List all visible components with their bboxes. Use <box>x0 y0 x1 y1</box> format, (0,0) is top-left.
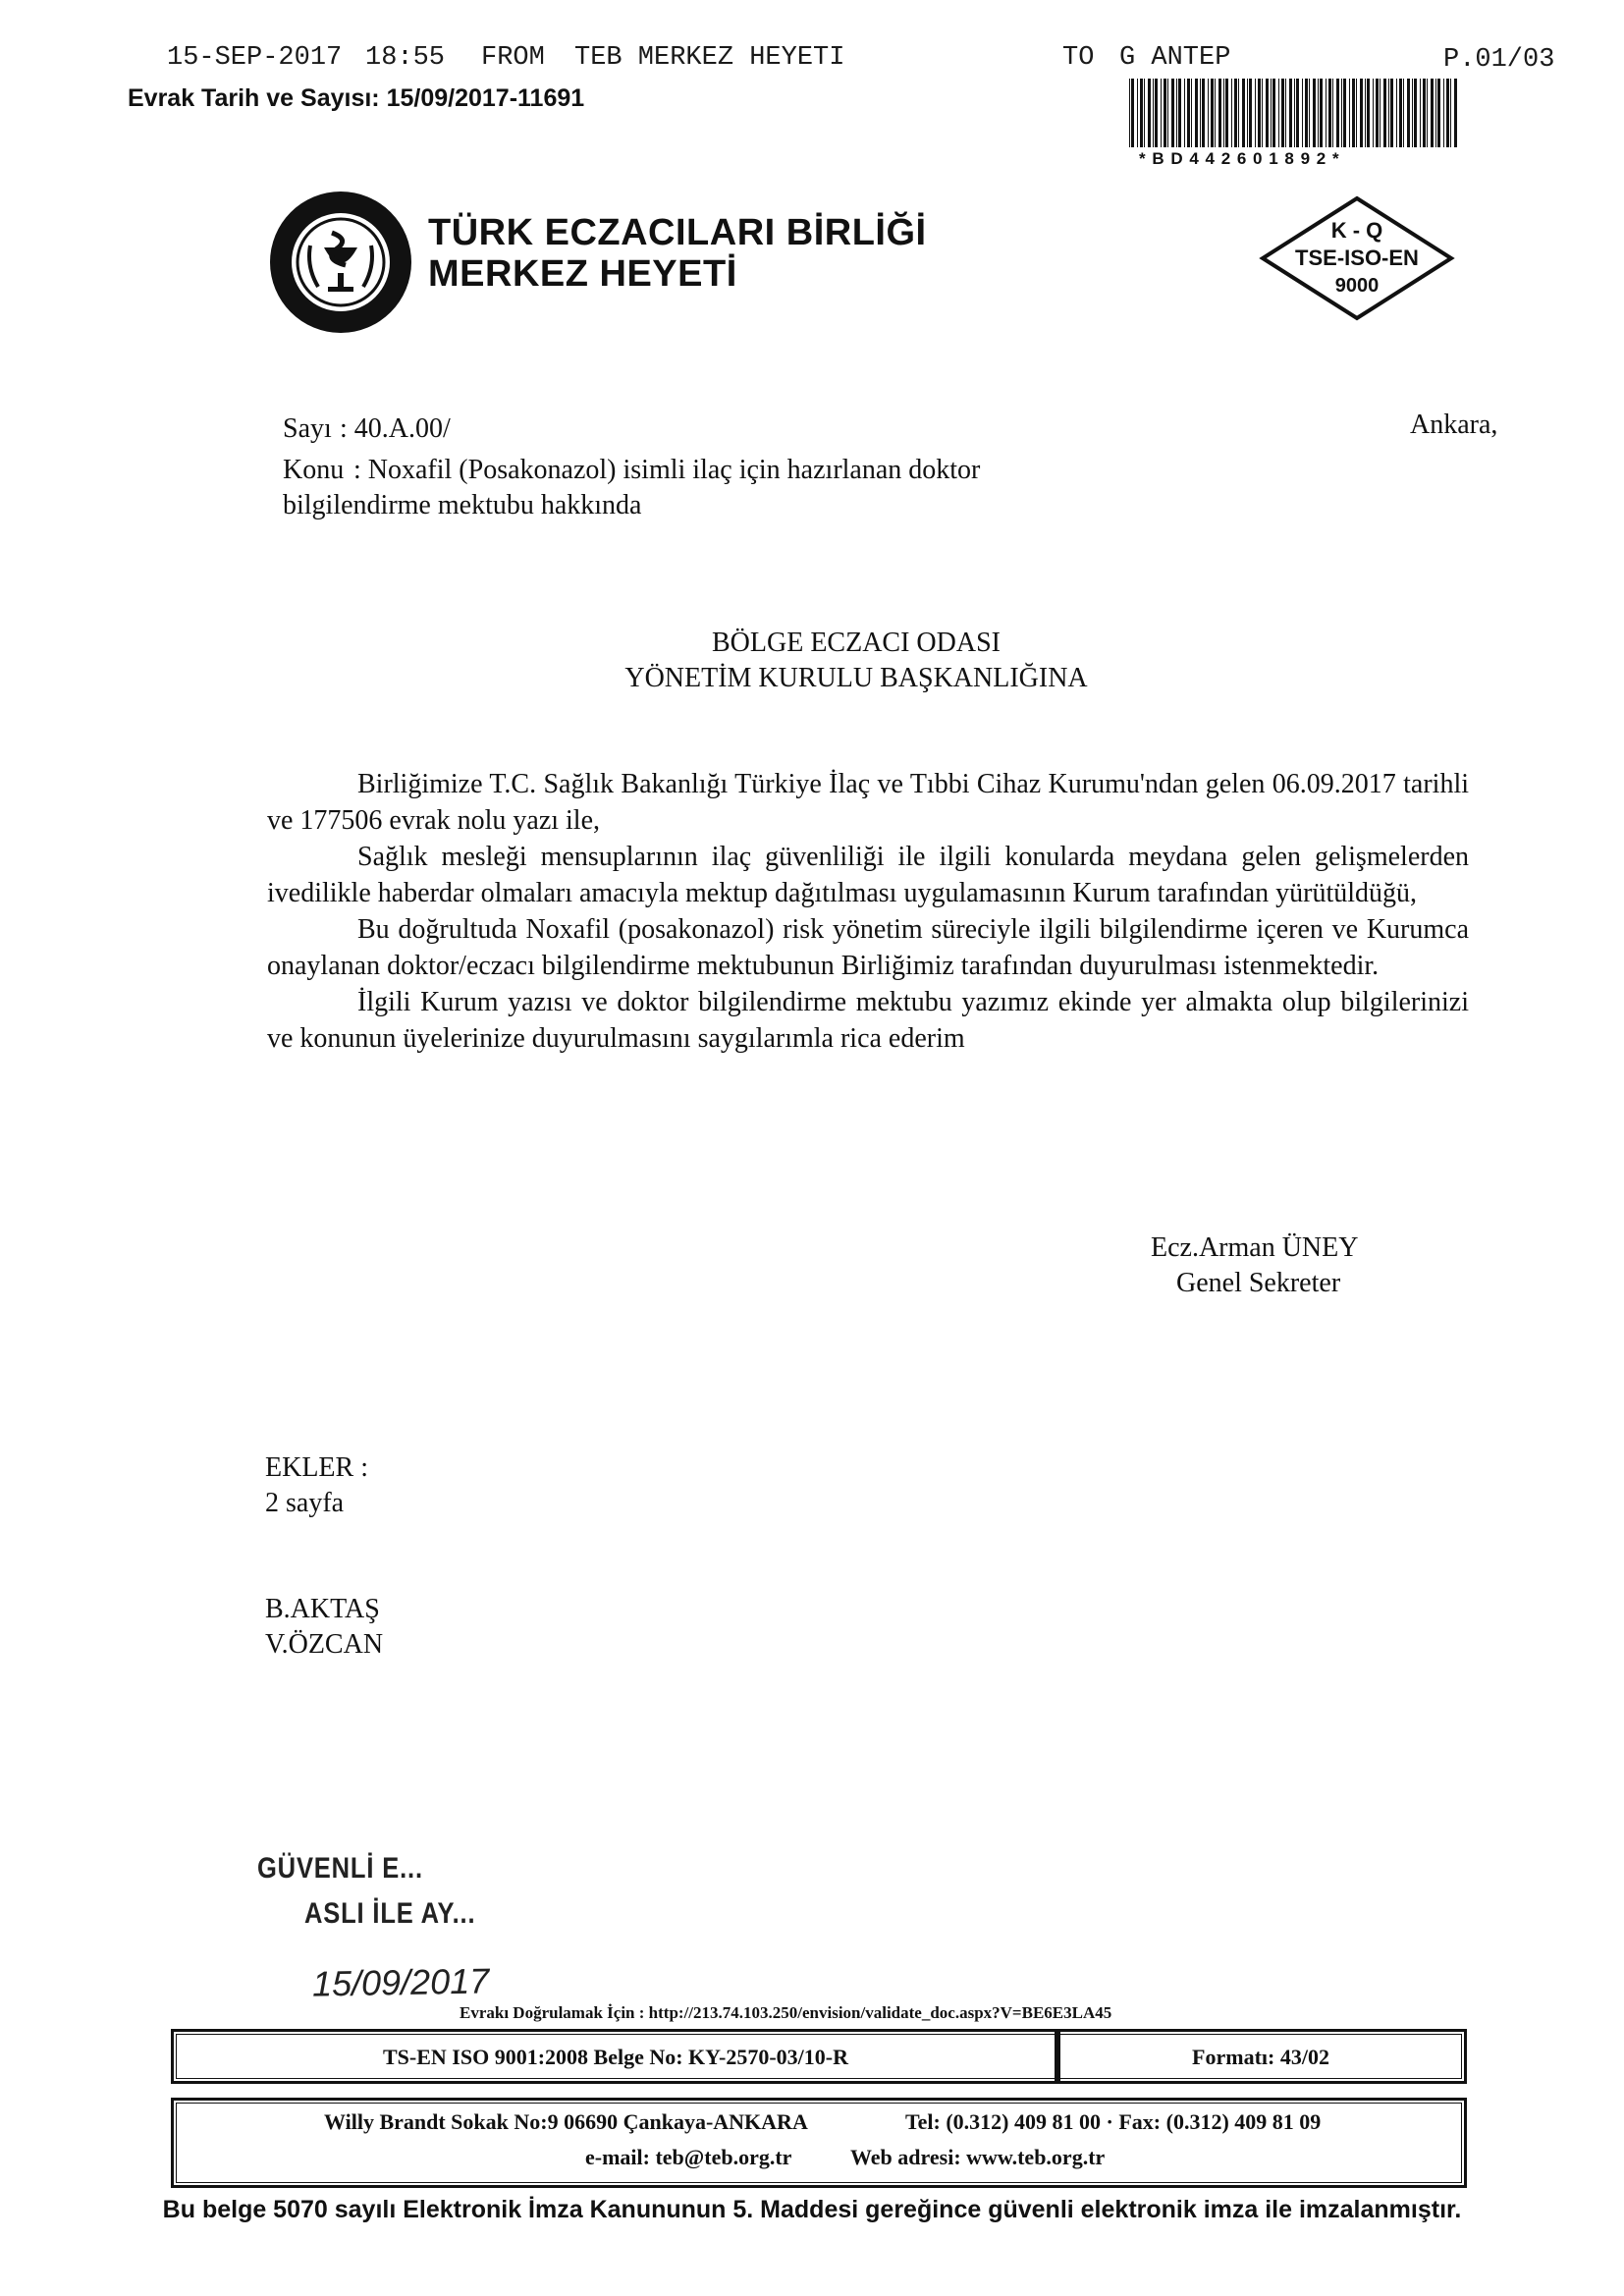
barcode-bar <box>1390 79 1393 147</box>
barcode-bar <box>1131 79 1134 147</box>
barcode-bar <box>1343 79 1346 147</box>
barcode-bar <box>1281 79 1284 147</box>
barcode-bar <box>1302 79 1303 147</box>
barcode-bar <box>1403 79 1404 147</box>
barcode-bar <box>1249 79 1252 147</box>
phone-line: Tel: (0.312) 409 81 00 · Fax: (0.312) 409 81 09 <box>905 2109 1322 2134</box>
barcode-bar <box>1278 79 1279 147</box>
barcode-bar <box>1255 79 1256 147</box>
fax-to-label: TO <box>1062 43 1095 73</box>
barcode-bar <box>1218 79 1221 147</box>
barcode-bar <box>1272 79 1275 147</box>
barcode-bar <box>1184 79 1185 147</box>
signer-title: Genel Sekreter <box>1176 1268 1341 1298</box>
barcode-bar <box>1420 79 1421 147</box>
barcode-bar <box>1231 79 1232 147</box>
barcode-bar <box>1129 79 1130 147</box>
barcode-bar <box>1137 79 1138 147</box>
barcode-bar <box>1208 79 1209 147</box>
body-paragraph: Birliğimize T.C. Sağlık Bakanlığı Türkiye İlaç ve Tıbbi Cihaz Kurumu'ndan gelen 06.09.2017 tarihli ve 177506 evrak nolu yazı ile, <box>267 769 1469 836</box>
barcode-bar <box>1320 79 1323 147</box>
barcode-bar <box>1431 79 1434 147</box>
barcode-bar <box>1349 79 1350 147</box>
barcode-bar <box>1318 79 1319 147</box>
body-paragraph: İlgili Kurum yazısı ve doktor bilgilendirme mektubu yazımız ekinde yer almakta olup bilgilerinizi ve konunun üyelerinize duyurulmasını saygılarımla rica ederim <box>267 987 1469 1054</box>
barcode-bar <box>1360 79 1363 147</box>
body-paragraphs <box>267 766 1469 1057</box>
esign-notice: Bu belge 5070 sayılı Elektronik İmza Kanununun 5. Maddesi gereğince güvenli elektronik imza ile imzalanmıştır. <box>162 2196 1462 2223</box>
barcode-bar <box>1399 79 1402 147</box>
letter-number-value: : 40.A.00/ <box>340 413 451 444</box>
barcode-bar <box>1427 79 1428 147</box>
barcode-bar <box>1336 79 1339 147</box>
barcode-bar <box>1167 79 1168 147</box>
badge-line1: K - Q <box>1330 218 1383 243</box>
barcode-bar <box>1202 79 1205 147</box>
badge-line3: 9000 <box>1334 275 1380 297</box>
preparer-2: V.ÖZCAN <box>265 1629 384 1660</box>
barcode-bar <box>1285 79 1286 147</box>
barcode-bar <box>1383 79 1386 147</box>
fax-date: 15-SEP-2017 <box>167 43 343 73</box>
barcode-bar <box>1388 79 1389 147</box>
attachments-label: EKLER : <box>265 1452 368 1483</box>
barcode-bar <box>1373 79 1374 147</box>
stamp-line2: ASLI İLE AY... <box>304 1897 476 1930</box>
barcode-bar <box>1332 79 1333 147</box>
web-line: Web adresi: www.teb.org.tr <box>850 2145 1106 2169</box>
barcode-bar <box>1356 79 1357 147</box>
barcode-bar <box>1446 79 1449 147</box>
barcode-bar <box>1247 79 1248 147</box>
barcode-bar <box>1225 79 1228 147</box>
barcode-text: * B D 4 4 2 6 0 1 8 9 2 * <box>1139 149 1340 168</box>
barcode-bar <box>1412 79 1413 147</box>
barcode-bar <box>1443 79 1444 147</box>
barcode-bar <box>1171 79 1174 147</box>
barcode-bar <box>1223 79 1224 147</box>
letter-number-label: Sayı <box>283 413 332 444</box>
barcode-bar <box>1266 79 1269 147</box>
barcode-bar <box>1289 79 1292 147</box>
barcode-bar <box>1153 79 1154 147</box>
organization-name-line1: TÜRK ECZACILARI BİRLİĞİ <box>428 212 927 253</box>
barcode-bar <box>1294 79 1295 147</box>
preparer-1: B.AKTAŞ <box>265 1594 380 1624</box>
fax-to: G ANTEP <box>1119 43 1231 73</box>
barcode-bar <box>1396 79 1397 147</box>
barcode-bar <box>1144 79 1145 147</box>
barcode-bar <box>1164 79 1166 147</box>
badge-line2: TSE-ISO-EN <box>1295 246 1419 270</box>
barcode-bar <box>1414 79 1417 147</box>
barcode-bar <box>1328 79 1331 147</box>
barcode-bar <box>1238 79 1239 147</box>
document-reference: Evrak Tarih ve Sayısı: 15/09/2017-11691 <box>128 84 585 112</box>
barcode-bar <box>1365 79 1366 147</box>
barcode-bar <box>1352 79 1355 147</box>
barcode-bar <box>1262 79 1263 147</box>
letter-place: Ankara, <box>1410 410 1498 440</box>
fax-time: 18:55 <box>365 43 446 73</box>
format-text: Formatı: 43/02 <box>1192 2045 1329 2069</box>
barcode-bar <box>1242 79 1245 147</box>
fax-from-label: FROM <box>481 43 545 73</box>
signer-name: Ecz.Arman ÜNEY <box>1151 1232 1359 1263</box>
barcode-bar <box>1305 79 1308 147</box>
barcode-bar <box>1296 79 1299 147</box>
barcode-bar <box>1376 79 1379 147</box>
barcode-bar <box>1140 79 1143 147</box>
barcode-bar <box>1215 79 1216 147</box>
barcode-bar <box>1450 79 1451 147</box>
barcode-bar <box>1155 79 1158 147</box>
recipient-line2: YÖNETİM KURULU BAŞKANLIĞINA <box>624 663 1088 693</box>
barcode-bar <box>1211 79 1214 147</box>
fax-page: P.01/03 <box>1443 45 1555 75</box>
barcode-bar <box>1435 79 1436 147</box>
body-paragraph: Bu doğrultuda Noxafil (posakonazol) risk yönetim süreciyle ilgili bilgilendirme içeren ve Kurumca onaylanan doktor/eczacı bilgilendirme mektubunun Birliğimiz tarafından duyurulması istenmektedir. <box>267 914 1469 981</box>
barcode-bar <box>1454 79 1457 147</box>
verify-link[interactable]: Evrakı Doğrulamak İçin : http://213.74.103.250/envision/validate_doc.aspx?V=BE6E3LA45 <box>460 2003 1112 2022</box>
barcode-bar <box>1271 79 1272 147</box>
cert-text: TS-EN ISO 9001:2008 Belge No: KY-2570-03/10-R <box>382 2045 849 2069</box>
barcode-bar <box>1437 79 1440 147</box>
barcode-bar <box>1148 79 1151 147</box>
barcode-bar <box>1234 79 1237 147</box>
barcode-bar <box>1407 79 1410 147</box>
letter-subject-line1: : Noxafil (Posakonazol) isimli ilaç için hazırlanan doktor <box>353 455 981 485</box>
barcode-bar <box>1313 79 1316 147</box>
letter-subject-label: Konu <box>283 455 345 485</box>
barcode <box>1129 79 1463 147</box>
email-line: e-mail: teb@teb.org.tr <box>585 2145 792 2169</box>
stamp-handwritten-date: 15/09/2017 <box>311 1960 490 2004</box>
barcode-bar <box>1176 79 1177 147</box>
body-paragraph: Sağlık mesleği mensuplarının ilaç güvenliliği ile ilgili konularda meydana gelen gelişmelerden ivedilikle haberdar olmaları amacıyla mektup dağıtılması uygulamasının Kurum tarafından yürütüldüğü, <box>267 842 1469 908</box>
barcode-bar <box>1187 79 1190 147</box>
organization-name-line2: MERKEZ HEYETİ <box>428 253 737 295</box>
barcode-bar <box>1195 79 1198 147</box>
barcode-bar <box>1191 79 1192 147</box>
address-line: Willy Brandt Sokak No:9 06690 Çankaya-ANKARA <box>324 2109 808 2134</box>
barcode-bar <box>1161 79 1162 147</box>
barcode-bar <box>1178 79 1181 147</box>
attachments-value: 2 sayfa <box>265 1488 345 1518</box>
letter-subject-line2: bilgilendirme mektubu hakkında <box>283 490 642 520</box>
barcode-bar <box>1200 79 1201 147</box>
recipient-line1: BÖLGE ECZACI ODASI <box>712 628 1001 658</box>
stamp-line1: GÜVENLİ E... <box>257 1852 423 1885</box>
barcode-bar <box>1341 79 1342 147</box>
barcode-bar <box>1309 79 1310 147</box>
barcode-bar <box>1258 79 1261 147</box>
barcode-bar <box>1367 79 1370 147</box>
organization-logo <box>267 189 414 336</box>
barcode-bar <box>1423 79 1426 147</box>
fax-from: TEB MERKEZ HEYETI <box>574 43 845 73</box>
